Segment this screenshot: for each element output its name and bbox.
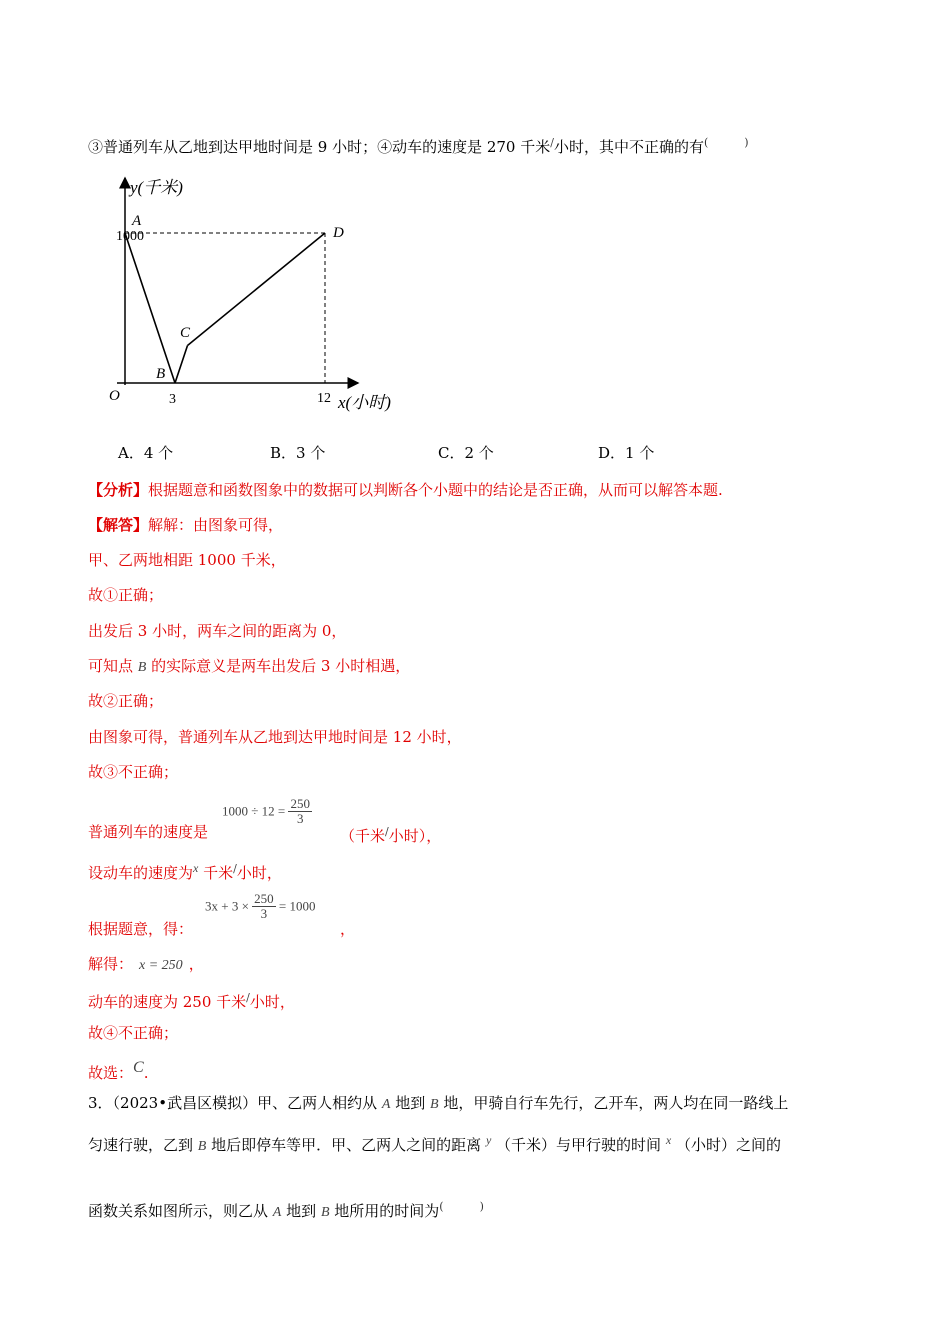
slash-symbol: / bbox=[550, 136, 554, 149]
equation-right: = 1000 bbox=[278, 898, 316, 914]
solution-line-2: 甲、乙两地相距 1000 千米， bbox=[88, 551, 286, 569]
q3-3a: 函数关系如图所示，则乙从 bbox=[88, 1202, 269, 1220]
q3-3b: 地到 bbox=[286, 1202, 317, 1220]
var-y: y bbox=[485, 1133, 492, 1147]
solution-tag: 【解答】 bbox=[88, 516, 149, 534]
solution-13-b: 小时， bbox=[249, 993, 295, 1011]
solution-line-8: 故③不正确； bbox=[88, 763, 179, 781]
analysis-text: 根据题意和函数图象中的数据可以判断各个小题中的结论是否正确，从而可以解答本题. bbox=[148, 481, 723, 499]
var-x: x bbox=[665, 1133, 672, 1147]
solution-line-5 bbox=[88, 656, 410, 678]
option-d[interactable]: D．1 个 bbox=[598, 444, 655, 462]
equation-fraction-den: 3 bbox=[260, 906, 268, 921]
option-b[interactable]: B．3 个 bbox=[270, 444, 326, 462]
analysis-tag: 【分析】 bbox=[88, 481, 149, 499]
speed-fraction-num: 250 bbox=[290, 796, 310, 811]
q3-2d: （小时）之间的 bbox=[675, 1136, 781, 1154]
y-tick-1000: 1000 bbox=[116, 229, 144, 244]
q3-1a: 3．（2023•武昌区模拟）甲、乙两人相约从 bbox=[88, 1094, 378, 1112]
y-axis-label: y(千米) bbox=[130, 178, 183, 197]
solution-10-km: 千米 bbox=[203, 864, 234, 882]
solution-12-pre: 解得： bbox=[88, 955, 134, 973]
x-axis-label: x(小时) bbox=[338, 393, 391, 412]
slash-symbol: / bbox=[246, 991, 250, 1004]
solution-line-15 bbox=[88, 1058, 148, 1083]
solution-line-9-unit bbox=[340, 822, 441, 846]
solution-line-12 bbox=[88, 954, 204, 976]
var-b: B bbox=[137, 660, 147, 675]
solution-text-1: 解解：由图象可得， bbox=[148, 516, 284, 534]
solution-line-6: 故②正确； bbox=[88, 692, 164, 710]
solution-15-pre: 故选： bbox=[88, 1064, 134, 1082]
solution-line-9 bbox=[88, 822, 208, 842]
solution-13-a: 动车的速度为 250 千米 bbox=[88, 993, 247, 1011]
solution-12-post: ， bbox=[188, 955, 204, 973]
solution-12-math: x = 250 bbox=[139, 958, 183, 973]
q3-paren-close: ) bbox=[479, 1200, 484, 1213]
question3-line-3 bbox=[88, 1197, 484, 1223]
point-label-c: C bbox=[180, 325, 191, 341]
equation-fraction bbox=[252, 892, 276, 921]
solution-9-pre: 普通列车的速度是 bbox=[88, 823, 209, 841]
solution-15-post: . bbox=[143, 1064, 149, 1082]
speed-fraction bbox=[288, 797, 312, 826]
question-tail-text: ③普通列车从乙地到达甲地时间是 9 小时；④动车的速度是 270 千米 bbox=[88, 138, 551, 156]
q3-2b: 地后即停车等甲．甲、乙两人之间的距离 bbox=[211, 1136, 482, 1154]
segment-ab bbox=[125, 233, 175, 383]
answer-paren-open: ( bbox=[703, 136, 709, 149]
answer-choice: C bbox=[133, 1059, 144, 1076]
speed-formula bbox=[222, 797, 312, 826]
point-label-d: D bbox=[333, 225, 344, 241]
unit-hour: 小时）， bbox=[388, 827, 442, 845]
q3-3c: 地所用的时间为 bbox=[334, 1202, 440, 1220]
x-tick-3: 3 bbox=[169, 392, 176, 407]
solution-line-14: 故④不正确； bbox=[88, 1024, 179, 1042]
solution-5-post: 的实际意义是两车出发后 3 小时相遇， bbox=[151, 657, 411, 675]
segment-cd bbox=[188, 233, 326, 346]
var-b: B bbox=[430, 1097, 439, 1112]
segment-bc bbox=[175, 346, 188, 384]
var-b: B bbox=[197, 1139, 207, 1154]
slash-symbol: / bbox=[233, 862, 237, 875]
var-a: A bbox=[272, 1205, 282, 1220]
q3-1c: 地，甲骑自行车先行，乙开车，两人均在同一路线上 bbox=[443, 1094, 789, 1112]
option-a[interactable]: A．4 个 bbox=[118, 444, 174, 462]
unit-km: （千米 bbox=[340, 827, 386, 845]
solution-line-11-comma: ， bbox=[340, 920, 356, 938]
solution-line-4: 出发后 3 小时，两车之间的距离为 0， bbox=[88, 622, 347, 640]
question-tail-unit: 小时，其中不正确的有 bbox=[553, 138, 704, 156]
solution-10-pre: 设动车的速度为 bbox=[88, 864, 194, 882]
answer-paren-close: ) bbox=[744, 136, 749, 149]
q3-1b: 地到 bbox=[395, 1094, 426, 1112]
x-tick-12: 12 bbox=[317, 391, 331, 406]
q3-paren-open: ( bbox=[439, 1200, 444, 1213]
solution-5-pre: 可知点 bbox=[88, 657, 134, 675]
equation-fraction-num: 250 bbox=[254, 891, 274, 906]
var-b: B bbox=[320, 1205, 330, 1220]
question-tail-line bbox=[88, 133, 749, 157]
option-c[interactable]: C．2 个 bbox=[438, 444, 494, 462]
question3-line-2 bbox=[88, 1130, 781, 1157]
solution-line-13 bbox=[88, 988, 295, 1012]
origin-label: O bbox=[109, 388, 120, 404]
var-a: A bbox=[381, 1097, 391, 1112]
solution-11-pre: 根据题意，得： bbox=[88, 920, 194, 938]
solution-line-3: 故①正确； bbox=[88, 586, 164, 604]
function-graph bbox=[100, 170, 420, 420]
analysis-line bbox=[88, 480, 723, 500]
point-label-b: B bbox=[156, 366, 166, 382]
solution-line-1 bbox=[88, 515, 283, 535]
q3-2c: （千米）与甲行驶的时间 bbox=[496, 1136, 662, 1154]
var-x: x bbox=[193, 861, 199, 875]
solution-10-hour: 小时， bbox=[236, 864, 282, 882]
slash-symbol: / bbox=[385, 825, 389, 838]
solution-line-11 bbox=[88, 919, 193, 939]
speed-fraction-den: 3 bbox=[296, 811, 304, 826]
equation-left: 3x + 3 × bbox=[205, 898, 249, 914]
solution-line-7: 由图象可得，普通列车从乙地到达甲地时间是 12 小时， bbox=[88, 728, 462, 746]
question3-line-1 bbox=[88, 1093, 788, 1115]
point-label-a: A bbox=[132, 213, 142, 229]
equation-formula bbox=[205, 892, 316, 921]
q3-2a: 匀速行驶，乙到 bbox=[88, 1136, 194, 1154]
speed-formula-left: 1000 ÷ 12 = bbox=[222, 803, 286, 819]
solution-line-10 bbox=[88, 858, 282, 883]
